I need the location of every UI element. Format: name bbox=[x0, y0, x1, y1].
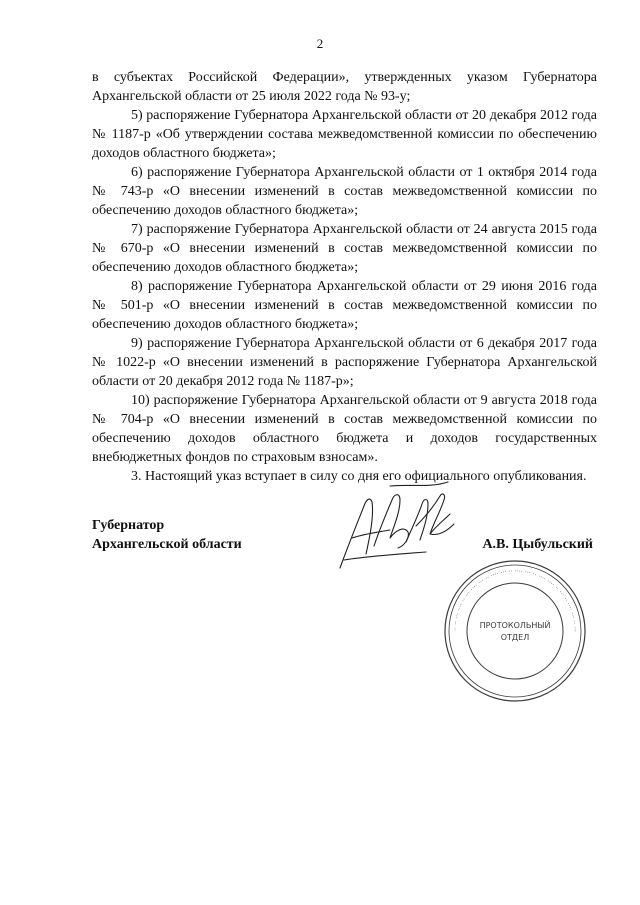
list-item-7: 7) распоряжение Губернатора Архангельской области от 24 августа 2015 года № 670-р «О внесении изменений в состав межведомственной комиссии по обеспечению доходов областного бюджета»; bbox=[92, 222, 597, 275]
list-item-8: 8) распоряжение Губернатора Архангельской области от 29 июня 2016 года № 501-р «О внесении изменений в состав межведомственной комиссии по обеспечению доходов областного бюджета»; bbox=[92, 279, 597, 332]
stamp-inner-line1: ПРОТОКОЛЬНЫЙ bbox=[479, 621, 551, 630]
list-item-9: 9) распоряжение Губернатора Архангельской области от 6 декабря 2017 года № 1022-р «О внесении изменений в распоряжение Губернатора Архангельской области от 20 декабря 2012 года № 1187-р»; bbox=[92, 336, 597, 389]
page-number: 2 bbox=[316, 36, 324, 51]
list-item-6: 6) распоряжение Губернатора Архангельской области от 1 октября 2014 года № 743-р «О внесении изменений в состав межведомственной комиссии по обеспечению доходов областного бюджета»; bbox=[92, 165, 597, 218]
paragraph-continuation: в субъектах Российской Федерации», утвержденных указом Губернатора Архангельской области от 25 июля 2022 года № 93-у; bbox=[92, 70, 597, 104]
list-item-10: 10) распоряжение Губернатора Архангельской области от 9 августа 2018 года № 704-р «О внесении изменений в состав межведомственной комиссии по обеспечению доходов областного бюджета и доходов государственных внебюджетных фондов по страховым взносам». bbox=[92, 393, 597, 465]
document-body bbox=[92, 68, 597, 486]
svg-text:·· ·· ··· ···· ·· ··· ···· ···: ·· ·· ··· ···· ·· ··· ···· ··· ·· ···· ··· ·· ···· ··· ·· ···· ···· ·· ··· ·· ···· ··· ·· ··· bbox=[451, 567, 579, 633]
list-item-5: 5) распоряжение Губернатора Архангельской области от 20 декабря 2012 года № 1187-р «Об утверждении состава межведомственной комиссии по обеспечению доходов областного бюджета»; bbox=[92, 108, 597, 161]
paragraph-entry-into-force: 3. Настоящий указ вступает в силу со дня его официального опубликования. bbox=[131, 469, 587, 484]
signatory-title-line2: Архангельской области bbox=[92, 537, 242, 552]
signatory-name: А.В. Цыбульский bbox=[482, 537, 593, 552]
stamp-inner-line2: ОТДЕЛ bbox=[500, 633, 530, 642]
signatory-title bbox=[92, 516, 242, 554]
signatory-title-line1: Губернатор bbox=[92, 518, 165, 533]
official-stamp bbox=[440, 556, 590, 711]
